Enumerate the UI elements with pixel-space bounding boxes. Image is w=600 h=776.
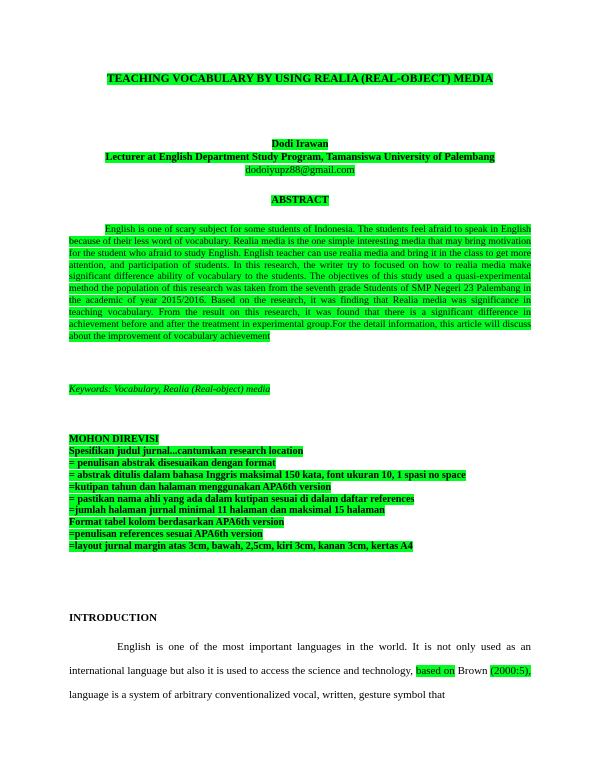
abstract-body (69, 224, 531, 342)
revision-note: = pastikan nama ahli yang ada dalam kutipan sesuai di dalam daftar references (69, 493, 415, 505)
revision-note: MOHON DIREVISI (69, 434, 159, 445)
keywords-text: Keywords: Vocabulary, Realia (Real-object) media (69, 384, 271, 395)
abstract-heading-text: ABSTRACT (271, 195, 329, 206)
revision-note: =jumlah halaman jurnal minimal 11 halaman dan maksimal 15 halaman (69, 505, 385, 517)
author-name: Dodi Irawan (271, 139, 329, 150)
intro-highlight: based on (415, 665, 455, 677)
revision-note: Spesifikan judul jurnal...cantumkan research location (69, 445, 304, 457)
abstract-text: English is one of scary subject for some students of Indonesia. The students feel afraid to speak in English because of their less word of vocabulary. Realia media is the one simple interesting media that may bring motivation for the student who afraid to study English. English teacher can use realia media and bring it in the class to get more attention, and participation of students. In this research, the writer try to focused on how to realia media make significant difference ability of vocabulary to the students. The objectives of this study used a quasi-experimental method the population of this research was taken from the seventh grade Students of SMP Negeri 23 Palembang in the academic of year 2015/2016. Based on the research, it was finding that Realia media was significance in teaching vocabulary. From the result on this research, it was found that there is a significant difference in achievement before and after the treatment in experimental group.For the detail information, this article will discuss about the improvement of vocabulary achievement (69, 224, 531, 342)
intro-text: Brown (454, 665, 491, 677)
author-affiliation: Lecturer at English Department Study Program, Tamansiswa University of Palembang (105, 152, 495, 163)
revision-note: = abstrak ditulis dalam bahasa Inggris maksimal 150 kata, font ukuran 10, 1 spasi no space (69, 469, 466, 481)
intro-text: language is a system of arbitrary conventionalized vocal, written, gesture symbol that (69, 689, 446, 701)
revision-note: =layout jurnal margin atas 3cm, bawah, 2,5cm, kiri 3cm, kanan 3cm, kertas A4 (69, 541, 413, 553)
paper-title (0, 72, 600, 86)
revision-note: =kutipan tahun dan halaman menggunakan APA6th version (69, 481, 332, 493)
paper-title-text: TEACHING VOCABULARY BY USING REALIA (REAL-OBJECT) MEDIA (106, 73, 494, 85)
revision-note: =penulisan references sesuai APA6th version (69, 529, 263, 541)
intro-citation: (2000:5), (490, 665, 531, 677)
author-block (0, 138, 600, 177)
intro-text: English is one of the most important languages in the world. It is not only used as an international language but also it is used to access the science and technology, (69, 641, 531, 677)
revision-note: Format tabel kolom berdasarkan APA6th version (69, 517, 285, 529)
introduction-body (69, 635, 531, 707)
introduction-heading: INTRODUCTION (69, 612, 158, 624)
abstract-heading (0, 195, 600, 206)
keywords (69, 384, 531, 395)
author-email[interactable]: dodoiyupz88@gmail.com (245, 165, 355, 176)
revision-note: = penulisan abstrak disesuaikan dengan format (69, 457, 276, 469)
revision-notes (69, 434, 539, 553)
